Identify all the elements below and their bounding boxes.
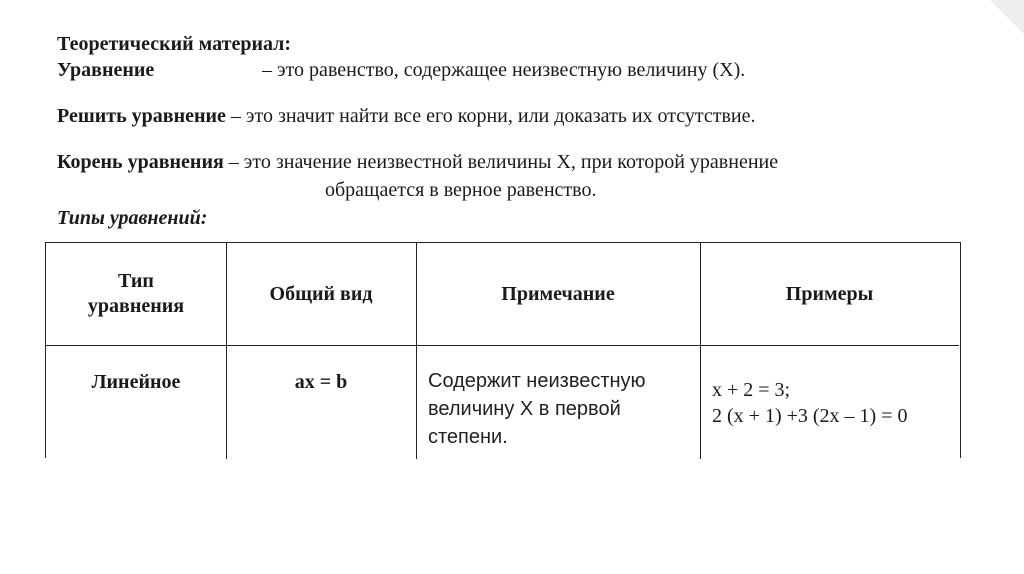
definition-solve-term: Решить уравнение	[57, 105, 226, 127]
definition-root	[57, 150, 778, 174]
header-general-form: Общий вид	[269, 282, 373, 305]
types-heading: Типы уравнений:	[57, 207, 208, 229]
row-examples: x + 2 = 3; 2 (x + 1) +3 (2x – 1) = 0	[712, 379, 908, 427]
row-note: Содержит неизвестную величину X в первой степени.	[428, 370, 646, 448]
row-general-form: ax = b	[294, 370, 348, 393]
definition-solve-text: – это значит найти все его корни, или доказать их отсутствие.	[225, 105, 756, 127]
header-examples: Примеры	[785, 282, 874, 305]
definition-equation-term: Уравнение	[57, 59, 155, 81]
header-note: Примечание	[501, 282, 615, 305]
header-type: Тип уравнения	[87, 270, 185, 317]
definition-root-term: Корень уравнения	[57, 151, 224, 173]
table-row-divider	[46, 345, 959, 346]
definition-equation-text: – это равенство, содержащее неизвестную величину (X).	[262, 59, 746, 81]
equation-types-table	[45, 242, 961, 458]
row-type: Линейное	[91, 370, 181, 393]
definition-root-text: – это значение неизвестной величины X, при которой уравнение	[223, 151, 779, 173]
theory-heading: Теоретический материал:	[57, 33, 292, 55]
definition-solve	[57, 104, 756, 128]
definition-root-text-continued: обращается в верное равенство.	[325, 179, 597, 201]
definition-equation	[57, 58, 154, 82]
